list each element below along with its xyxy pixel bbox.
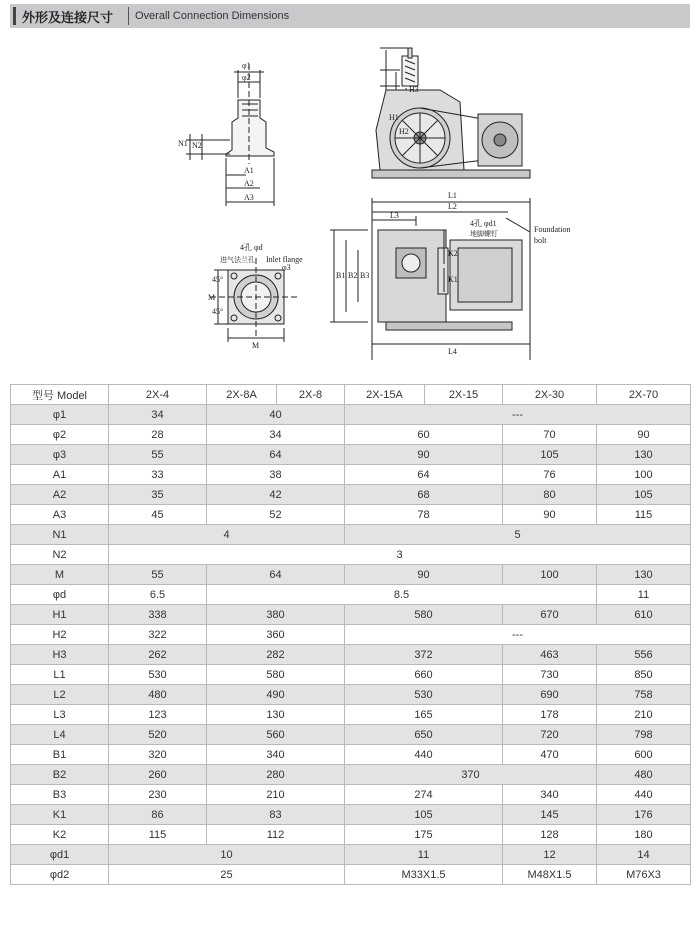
parameter-name-cell: N1 [11,525,109,545]
value-cell: 320 [109,745,207,765]
value-cell: 130 [207,705,345,725]
value-cell: 8.5 [207,585,597,605]
table-row [11,705,691,725]
parameter-name-cell: H3 [11,645,109,665]
value-cell: 650 [345,725,503,745]
label-m-vertical: M [208,293,216,302]
value-cell: 100 [597,465,691,485]
label-phi1: φ1 [242,61,251,70]
value-cell: 76 [503,465,597,485]
value-cell: 28 [109,425,207,445]
value-cell: 34 [109,405,207,425]
label-l2: L2 [448,202,457,211]
value-cell: 440 [345,745,503,765]
table-row [11,545,691,565]
parameter-name-cell: M [11,565,109,585]
label-angle-top: 45° [212,275,224,284]
section-title-chinese: 外形及连接尺寸 [22,11,114,26]
value-cell: 14 [597,845,691,865]
parameter-name-cell: A2 [11,485,109,505]
model-column-header: 2X-4 [109,385,207,405]
parameter-name-cell: B1 [11,745,109,765]
value-cell: 33 [109,465,207,485]
value-cell: 11 [597,585,691,605]
value-cell: 112 [207,825,345,845]
value-cell: 86 [109,805,207,825]
label-k1: K1 [448,275,458,284]
model-column-header: 2X-8A [207,385,277,405]
label-l4: L4 [448,347,457,356]
value-cell: 670 [503,605,597,625]
table-row [11,565,691,585]
label-h1: H1 [389,113,399,122]
parameter-name-cell: L1 [11,665,109,685]
table-row [11,425,691,445]
parameter-name-cell: B3 [11,785,109,805]
table-row [11,605,691,625]
label-foundation: Foundation [534,225,571,234]
table-row [11,825,691,845]
label-holes-d: 4孔 φd [240,243,263,252]
parameter-name-cell: H2 [11,625,109,645]
parameter-name-cell: K1 [11,805,109,825]
value-cell: 730 [503,665,597,685]
value-cell: 70 [503,425,597,445]
table-row [11,685,691,705]
parameter-name-cell: L2 [11,685,109,705]
value-cell: 90 [597,425,691,445]
table-row [11,785,691,805]
value-cell: 105 [503,445,597,465]
value-cell: 90 [345,445,503,465]
table-row [11,585,691,605]
label-holes-d1: 4孔 φd1 [470,219,497,228]
parameter-name-cell: φ3 [11,445,109,465]
value-cell: 38 [207,465,345,485]
label-l3: L3 [390,211,399,220]
value-cell: 6.5 [109,585,207,605]
value-cell: 660 [345,665,503,685]
value-cell: 34 [207,425,345,445]
label-angle-bottom: 45° [212,307,224,316]
table-row [11,485,691,505]
value-cell: 178 [503,705,597,725]
label-bolt-zh: 地脚螺钉 [470,230,498,238]
value-cell: 530 [109,665,207,685]
value-cell: 80 [503,485,597,505]
value-cell: 68 [345,485,503,505]
table-row [11,765,691,785]
label-l1: L1 [448,191,457,200]
value-cell: 758 [597,685,691,705]
value-cell: 340 [207,745,345,765]
value-cell: M76X3 [597,865,691,885]
value-cell: 130 [597,445,691,465]
value-cell: 115 [597,505,691,525]
model-header-cell: 型号 Model [11,385,109,405]
value-cell: 90 [345,565,503,585]
value-cell: M48X1.5 [503,865,597,885]
value-cell: 105 [345,805,503,825]
value-cell: 123 [109,705,207,725]
table-row [11,465,691,485]
table-row [11,725,691,745]
parameter-name-cell: L3 [11,705,109,725]
value-cell: 322 [109,625,207,645]
value-cell: 580 [207,665,345,685]
value-cell: 165 [345,705,503,725]
model-column-header: 2X-70 [597,385,691,405]
value-cell: 274 [345,785,503,805]
flange-side-view [186,64,274,206]
table-row [11,845,691,865]
value-cell: 90 [503,505,597,525]
table-row [11,625,691,645]
dimension-table [10,384,691,885]
dimension-drawing [150,30,610,370]
value-cell: 556 [597,645,691,665]
value-cell: 210 [597,705,691,725]
value-cell: 280 [207,765,345,785]
value-cell: 64 [345,465,503,485]
label-phi3: φ3 [282,263,291,272]
value-cell: 180 [597,825,691,845]
value-cell: 338 [109,605,207,625]
value-cell: 230 [109,785,207,805]
label-a3: A3 [244,193,254,202]
value-cell: 210 [207,785,345,805]
label-n1: N1 [178,139,188,148]
value-cell: 130 [597,565,691,585]
value-cell: 690 [503,685,597,705]
value-cell: 3 [109,545,691,565]
table-row [11,805,691,825]
value-cell: 580 [345,605,503,625]
value-cell: 850 [597,665,691,685]
value-cell: 11 [345,845,503,865]
model-column-header: 2X-15A [345,385,425,405]
table-row [11,525,691,545]
table-row [11,645,691,665]
model-column-header: 2X-15 [425,385,503,405]
value-cell: M33X1.5 [345,865,503,885]
value-cell: 175 [345,825,503,845]
label-n2: N2 [192,141,202,150]
value-cell: 380 [207,605,345,625]
label-h3: H3 [409,85,419,94]
section-title-english: Overall Connection Dimensions [135,10,290,22]
label-phi2: φ2 [242,73,251,82]
value-cell: 12 [503,845,597,865]
value-cell: 55 [109,565,207,585]
value-cell: 340 [503,785,597,805]
value-cell: 100 [503,565,597,585]
value-cell: 720 [503,725,597,745]
label-b2: B2 [348,271,358,280]
value-cell: 52 [207,505,345,525]
table-row [11,865,691,885]
parameter-name-cell: N2 [11,545,109,565]
value-cell: 42 [207,485,345,505]
value-cell: 176 [597,805,691,825]
value-cell: 440 [597,785,691,805]
value-cell: 105 [597,485,691,505]
value-cell: 25 [109,865,345,885]
value-cell: 520 [109,725,207,745]
value-cell: 610 [597,605,691,625]
parameter-name-cell: A3 [11,505,109,525]
table-row [11,745,691,765]
label-h2: H2 [399,127,409,136]
parameter-name-cell: A1 [11,465,109,485]
header-separator [128,7,129,25]
parameter-name-cell: K2 [11,825,109,845]
label-a2: A2 [244,179,254,188]
value-cell: --- [345,405,691,425]
table-row [11,665,691,685]
value-cell: 260 [109,765,207,785]
label-k2: K2 [448,249,458,258]
value-cell: 490 [207,685,345,705]
value-cell: 560 [207,725,345,745]
value-cell: 480 [597,765,691,785]
value-cell: 60 [345,425,503,445]
value-cell: 115 [109,825,207,845]
value-cell: 128 [503,825,597,845]
value-cell: 45 [109,505,207,525]
parameter-name-cell: B2 [11,765,109,785]
value-cell: 5 [345,525,691,545]
table-row [11,505,691,525]
section-header [10,4,690,28]
label-inlet-en: Inlet flange [266,255,303,264]
value-cell: 360 [207,625,345,645]
value-cell: 10 [109,845,345,865]
model-column-header: 2X-30 [503,385,597,405]
value-cell: 480 [109,685,207,705]
value-cell: 798 [597,725,691,745]
label-m-horizontal: M [252,341,260,350]
value-cell: 282 [207,645,345,665]
value-cell: 600 [597,745,691,765]
value-cell: 55 [109,445,207,465]
parameter-name-cell: φ2 [11,425,109,445]
value-cell: 530 [345,685,503,705]
value-cell: 372 [345,645,503,665]
parameter-name-cell: φ1 [11,405,109,425]
label-b1: B1 [336,271,346,280]
parameter-name-cell: φd1 [11,845,109,865]
header-accent-bar [13,7,16,25]
label-a1: A1 [244,166,254,175]
value-cell: 64 [207,565,345,585]
value-cell: 463 [503,645,597,665]
value-cell: 64 [207,445,345,465]
value-cell: 145 [503,805,597,825]
parameter-name-cell: φd2 [11,865,109,885]
model-column-header: 2X-8 [277,385,345,405]
value-cell: 35 [109,485,207,505]
parameter-name-cell: φd [11,585,109,605]
value-cell: 83 [207,805,345,825]
value-cell: --- [345,625,691,645]
value-cell: 78 [345,505,503,525]
label-inlet-zh: 进气法兰孔 [220,256,255,264]
value-cell: 470 [503,745,597,765]
table-row [11,445,691,465]
value-cell: 370 [345,765,597,785]
table-header-row [11,385,691,405]
table-row [11,405,691,425]
parameter-name-cell: L4 [11,725,109,745]
label-bolt: bolt [534,236,547,245]
parameter-name-cell: H1 [11,605,109,625]
value-cell: 40 [207,405,345,425]
value-cell: 4 [109,525,345,545]
value-cell: 262 [109,645,207,665]
label-b3: B3 [360,271,370,280]
